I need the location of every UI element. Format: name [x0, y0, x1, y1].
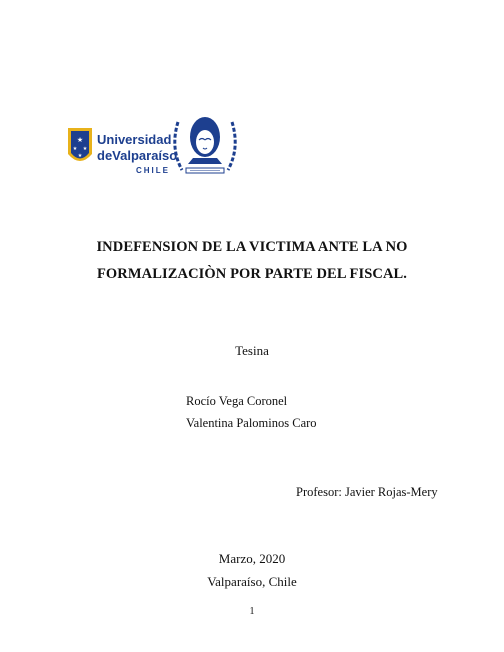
author-1: Rocío Vega Coronel — [186, 394, 288, 408]
logo-line3: CHILE — [136, 166, 170, 175]
thesis-title-line2: FORMALIZACIÒN POR PARTE DEL FISCAL. — [96, 266, 408, 282]
logo-line2: deValparaíso — [97, 148, 178, 163]
date: Marzo, 2020 — [218, 551, 286, 566]
shield-emblem-icon — [68, 128, 92, 161]
svg-text:★: ★ — [82, 146, 88, 152]
author-2: Valentina Palominos Caro — [186, 416, 317, 430]
document-type: Tesina — [235, 343, 269, 358]
laurel-head-emblem-icon — [175, 117, 235, 173]
svg-text:★: ★ — [76, 136, 84, 144]
professor: Profesor: Javier Rojas-Mery — [296, 485, 438, 499]
svg-text:★: ★ — [77, 153, 83, 159]
university-logo — [66, 104, 238, 184]
page-number: 1 — [249, 606, 255, 617]
thesis-title-line1: INDEFENSION DE LA VICTIMA ANTE LA NO — [96, 239, 408, 255]
svg-text:★: ★ — [72, 146, 78, 152]
logo-line1: Universidad — [97, 132, 172, 147]
place: Valparaíso, Chile — [207, 574, 297, 589]
